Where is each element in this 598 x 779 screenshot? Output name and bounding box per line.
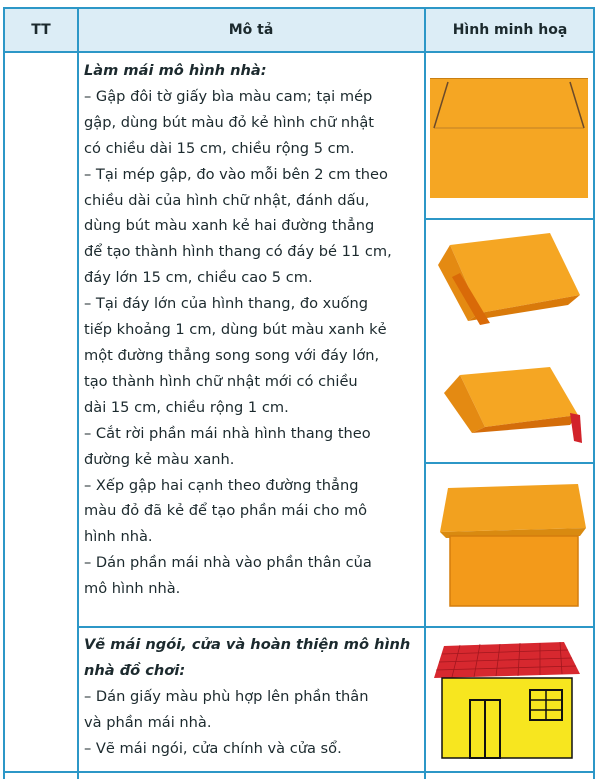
- row1-line: – Tại đáy lớn của hình thang, đo xuống: [84, 295, 369, 313]
- header-divider: [3, 51, 595, 53]
- table-divider-1: [77, 8, 79, 779]
- row1-line: dùng bút màu xanh kẻ hai đường thẳng: [84, 217, 375, 235]
- image-divider-1: [424, 218, 595, 220]
- row1-title: Làm mái mô hình nhà:: [84, 62, 267, 79]
- header-tt: TT: [31, 22, 51, 38]
- row1-line: đường kẻ màu xanh.: [84, 450, 235, 468]
- row2-line: và phần mái nhà.: [84, 713, 212, 731]
- row2-description: [84, 632, 424, 762]
- row1-line: có chiều dài 15 cm, chiều rộng 5 cm.: [84, 139, 355, 157]
- finished-house-illustration: [430, 636, 588, 762]
- row-divider: [77, 626, 595, 628]
- row1-line: màu đỏ đã kẻ để tạo phần mái cho mô: [84, 502, 368, 520]
- row2-line: – Dán giấy màu phù hợp lên phần thân: [84, 687, 369, 705]
- row1-line: một đường thẳng song song với đáy lớn,: [84, 346, 380, 364]
- row1-line: để tạo thành hình thang có đáy bé 11 cm,: [84, 243, 392, 261]
- table-border-bottom: [3, 771, 595, 773]
- row1-line: chiều dài của hình chữ nhật, đánh dấu,: [84, 191, 370, 209]
- table-border-left: [3, 8, 5, 779]
- table-divider-2: [424, 8, 426, 779]
- row1-line: dài 15 cm, chiều rộng 1 cm.: [84, 398, 289, 416]
- row1-line: – Tại mép gập, đo vào mỗi bên 2 cm theo: [84, 165, 388, 183]
- header-description: Mô tả: [228, 22, 274, 38]
- box-house-illustration: [430, 478, 588, 608]
- row2-line: – Vẽ mái ngói, cửa chính và cửa sổ.: [84, 739, 342, 757]
- table-border-top: [3, 7, 595, 9]
- header-illustration: Hình minh hoạ: [452, 22, 568, 38]
- image-divider-2: [424, 462, 595, 464]
- row1-line: hình nhà.: [84, 528, 153, 546]
- roof-strip-illustration: [430, 355, 588, 450]
- row1-line: – Gập đôi tờ giấy bìa màu cam; tại mép: [84, 87, 373, 105]
- row1-line: đáy lớn 15 cm, chiều cao 5 cm.: [84, 269, 313, 287]
- row1-line: gập, dùng bút màu đỏ kẻ hình chữ nhật: [84, 113, 375, 131]
- table-border-right: [593, 8, 595, 779]
- row1-description: [84, 58, 424, 602]
- row1-line: mô hình nhà.: [84, 580, 181, 598]
- row1-line: tiếp khoảng 1 cm, dùng bút màu xanh kẻ: [84, 321, 387, 339]
- row1-line: – Cắt rời phần mái nhà hình thang theo: [84, 424, 371, 442]
- orange-sheet-illustration: [430, 78, 588, 198]
- row2-title: Vẽ mái ngói, cửa và hoàn thiện mô hình nhà đồ chơi:: [84, 636, 411, 679]
- row1-line: tạo thành hình chữ nhật mới có chiều: [84, 372, 358, 390]
- row1-line: – Dán phần mái nhà vào phần thân của: [84, 554, 372, 572]
- row1-line: – Xếp gập hai cạnh theo đường thẳng: [84, 476, 359, 494]
- folded-roof-illustration: [430, 225, 588, 335]
